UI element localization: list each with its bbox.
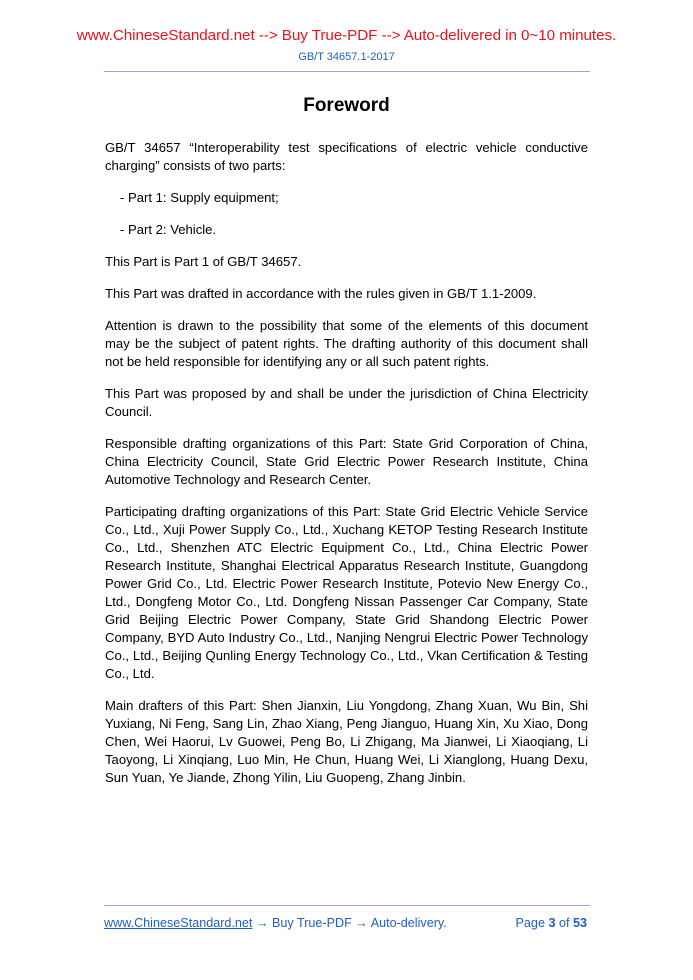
- page-label: Page: [515, 916, 545, 930]
- paragraph-patent-notice: Attention is drawn to the possibility that some of the elements of this document may be the subject of patent rights. The drafting authority of this document shall not be held responsible for identifying any or all such patent rights.: [105, 318, 588, 369]
- footer-buy-text: Buy True-PDF: [272, 916, 352, 930]
- paragraph-part-designation: This Part is Part 1 of GB/T 34657.: [105, 254, 302, 269]
- page-total: 53: [572, 916, 587, 930]
- paragraph-drafting-rules: This Part was drafted in accordance with the rules given in GB/T 1.1-2009.: [105, 286, 537, 301]
- promo-banner[interactable]: www.ChineseStandard.net --> Buy True-PDF --> Auto-delivered in 0~10 minutes.: [76, 27, 617, 44]
- list-item-part-1: - Part 1: Supply equipment;: [120, 190, 279, 205]
- paragraph-responsible-organizations: Responsible drafting organizations of this Part: State Grid Corporation of China, China Electricity Council, State Grid Electric Power Research Institute, China Automotive Technology and Research Center.: [105, 436, 588, 487]
- page-footer: [104, 916, 590, 930]
- footer-divider: [104, 905, 590, 906]
- page-indicator: [516, 916, 587, 930]
- arrow-icon: →: [252, 916, 273, 930]
- intro-paragraph: GB/T 34657 “Interoperability test specifications of electric vehicle conductive charging” consists of two parts:: [105, 140, 588, 173]
- footer-delivery-text: Auto-delivery.: [370, 916, 447, 930]
- paragraph-main-drafters: Main drafters of this Part: Shen Jianxin, Liu Yongdong, Zhang Xuan, Wu Bin, Shi Yuxiang, Ni Feng, Sang Lin, Zhao Xiang, Peng Jianguo, Huang Xin, Xu Xiao, Dong Chen, Wei Haorui, Lv Guowei, Peng Bo, Li Zhigang, Ma Jianwei, Li Xiaoqiang, Li Taoyong, Li Xinqiang, Luo Min, He Chun, Huang Wei, Li Xianglong, Huang Dexu, Sun Yuan, Ye Jiande, Zhong Yilin, Liu Guopeng, Zhang Jinbin.: [105, 698, 588, 785]
- paragraph-jurisdiction: This Part was proposed by and shall be under the jurisdiction of China Electricity Council.: [105, 386, 588, 419]
- document-id: GB/T 34657.1-2017: [298, 51, 395, 63]
- arrow-icon: →: [351, 916, 371, 930]
- header-divider: [104, 71, 590, 72]
- of-label: of: [558, 916, 570, 930]
- document-body: [105, 139, 588, 801]
- page-title: Foreword: [303, 95, 390, 116]
- paragraph-participating-organizations: Participating drafting organizations of this Part: State Grid Electric Vehicle Service Co., Ltd., Xuji Power Supply Co., Ltd., Xuchang KETOP Testing Research Institute Co., Ltd., Shenzhen ATC Electric Equipment Co., Ltd., China Electric Power Research Institute, Shanghai Electrical Apparatus Research Institute, Guangdong Power Grid Co., Ltd. Electric Power Research Institute, Potevio New Energy Co., Ltd., Dongfeng Motor Co., Ltd. Dongfeng Nissan Passenger Car Company, State Grid Beijing Electric Power Company, State Grid Shandong Electric Power Company, BYD Auto Industry Co., Ltd., Nanjing Nengrui Electric Power Technology Co., Ltd., Beijing Qunling Energy Technology Co., Ltd., Vkan Certification & Testing Co., Ltd.: [105, 504, 588, 681]
- page-number: 3: [548, 916, 556, 930]
- list-item-part-2: - Part 2: Vehicle.: [120, 222, 217, 237]
- footer-site-link[interactable]: www.ChineseStandard.net: [104, 916, 253, 930]
